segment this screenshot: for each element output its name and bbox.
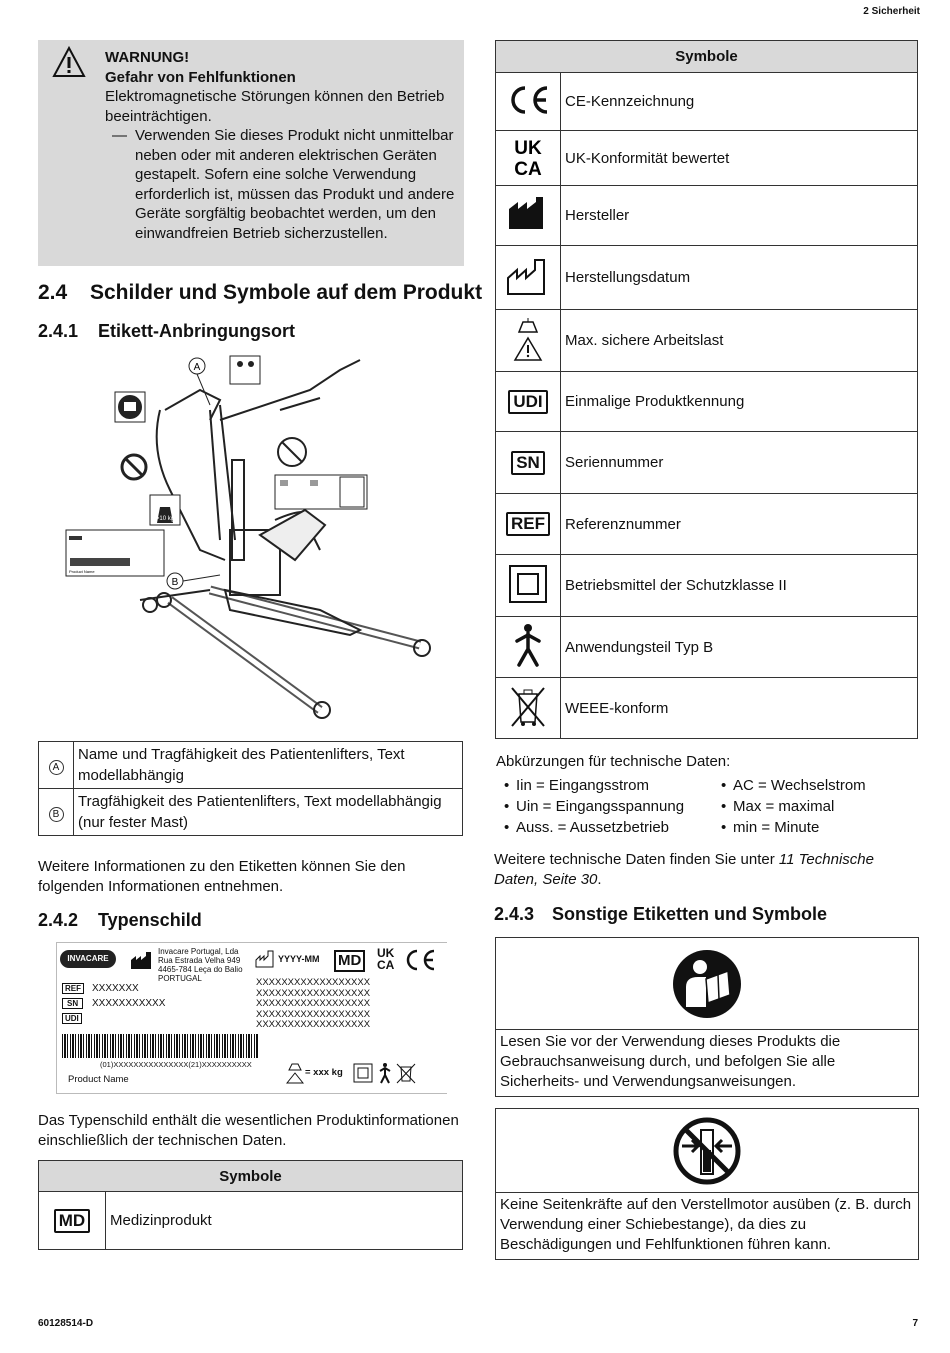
section-2-4-1-number: 2.4.1: [38, 321, 79, 341]
plate-ukca: [377, 947, 394, 971]
plate-manufacturer-icon: [130, 952, 152, 970]
plate-date: YYYY-MM: [278, 954, 320, 964]
callout-b: B: [171, 577, 179, 588]
udi-line: XXXXXXXXXXXXXXXXXX: [256, 987, 371, 999]
plate-ukca-top: UK: [377, 946, 395, 960]
plate-weee-icon: [396, 1062, 416, 1084]
udi-line: XXXXXXXXXXXXXXXXXX: [256, 977, 371, 988]
ukca-bottom: CA: [514, 159, 542, 178]
capacity-label-a-icon: [275, 475, 367, 509]
symbol-label: UK-Konformität bewertet: [561, 131, 918, 186]
section-2-4-number: 2.4: [38, 281, 68, 304]
tech-ref-prefix: Weitere technische Daten finden Sie unter: [494, 851, 779, 868]
plate-address: [158, 947, 243, 983]
ref-icon: REF: [506, 512, 550, 536]
abbreviation-item: • Max = maximal: [713, 796, 913, 817]
warning-title: WARNUNG!: [105, 49, 190, 66]
plate-udi-badge: UDI: [62, 1013, 82, 1024]
no-side-force-icon: [672, 1116, 742, 1186]
weight-sticker-icon: [150, 495, 180, 525]
patient-lift-illustration: [60, 350, 470, 725]
legend-text: Tragfähigkeit des Patientenlifters, Text modellabhängig (nur fester Mast): [74, 789, 463, 836]
warning-bullet: [105, 126, 455, 243]
legend-row: [39, 742, 463, 789]
legend-row: [39, 789, 463, 836]
no-side-force-sticker-icon: [278, 438, 306, 466]
prohibition-sticker-icon: [122, 455, 146, 479]
address-line: Rua Estrada Velha 949: [158, 956, 241, 965]
plate-ref-badge: REF: [62, 983, 84, 994]
symbol-row: [496, 131, 918, 186]
md-icon: MD: [54, 1209, 90, 1233]
symbol-row: [496, 432, 918, 494]
patient-sticker-icon: [230, 356, 260, 384]
symbol-row: [496, 678, 918, 739]
label-legend-table: [38, 741, 463, 836]
symbol-row: [496, 372, 918, 432]
section-2-4-1-heading: [38, 321, 295, 342]
sn-icon: SN: [511, 451, 545, 475]
udi-line: XXXXXXXXXXXXXXXXXX: [256, 998, 371, 1009]
md-label: Medizinprodukt: [106, 1192, 463, 1250]
manufacturer-icon: [507, 197, 549, 231]
address-line: PORTUGAL: [158, 974, 202, 983]
type-plate-sticker-icon: [66, 530, 164, 576]
sticker-product-name: Product Name: [69, 569, 95, 574]
plate-ce-icon: [404, 948, 436, 972]
section-2-4-title: Schilder und Symbole auf dem Produkt: [90, 281, 483, 304]
weight-tag: >10 kg: [155, 516, 175, 522]
weee-icon: [509, 684, 547, 728]
manufacture-date-icon: [506, 256, 550, 296]
ce-mark-icon: [506, 84, 550, 116]
plate-product-name: Product Name: [68, 1074, 129, 1085]
address-line: 4465-784 Leça do Balio: [158, 965, 243, 974]
udi-line: XXXXXXXXXXXXXXXXXX: [256, 1019, 371, 1030]
symbol-label: Anwendungsteil Typ B: [561, 617, 918, 678]
tech-ref-suffix: .: [597, 871, 602, 888]
section-2-4-2-number: 2.4.2: [38, 910, 79, 930]
abbreviation-item: • min = Minute: [713, 817, 913, 838]
plate-load: = xxx kg: [305, 1067, 343, 1078]
plate-udi-lines: [256, 978, 370, 1031]
type-plate-description: Das Typenschild enthält die wesentlichen Produktinformationen einschließlich der technischen Daten.: [38, 1112, 459, 1149]
brand-logo: INVACARE: [60, 950, 116, 968]
read-manual-text: Lesen Sie vor der Verwendung dieses Produkts die Gebrauchsanweisung durch, und befolgen Sie alle Sicherheits- und Verwendungsanweisungen.: [500, 1033, 841, 1090]
plate-ukca-bottom: CA: [377, 958, 395, 972]
plate-type-b-icon: [378, 1062, 392, 1084]
plate-sn-badge: SN: [62, 998, 83, 1009]
symbol-row: [496, 494, 918, 555]
legend-key: A: [49, 760, 64, 775]
no-side-force-label-box: [495, 1108, 919, 1260]
read-manual-icon: [672, 949, 742, 1019]
symbol-label: Max. sichere Arbeitslast: [561, 310, 918, 372]
symbol-row: [496, 310, 918, 372]
tech-data-reference: [494, 850, 914, 890]
symbol-label: Einmalige Produktkennung: [561, 372, 918, 432]
abbreviation-item: • Uin = Eingangsspannung: [496, 796, 716, 817]
symbol-label: Betriebsmittel der Schutzklasse II: [561, 555, 918, 617]
plate-sn-value: XXXXXXXXXXX: [92, 998, 166, 1009]
symbol-label: Referenznummer: [561, 494, 918, 555]
warning-bullet-text: Verwenden Sie dieses Produkt nicht unmittelbar neben oder mit anderen elektrischen Geräten gestapelt. Sofern eine solche Verwendung erforderlich ist, müssen das Produkt und andere Geräte sorgfältig beobachtet werden, um den einwandfreien Betrieb sicherzustellen.: [135, 127, 455, 242]
udi-icon: UDI: [508, 390, 547, 414]
md-row: [39, 1192, 463, 1250]
section-2-4-3-number: 2.4.3: [494, 904, 535, 924]
running-header: 2 Sicherheit: [863, 6, 920, 17]
symbol-label: CE-Kennzeichnung: [561, 73, 918, 131]
type-plate: [56, 942, 446, 1092]
section-2-4-3-heading: [494, 904, 827, 925]
warning-dash: —: [112, 127, 127, 144]
udi-line: XXXXXXXXXXXXXXXXXX: [256, 1008, 371, 1020]
section-2-4-2-heading: [38, 910, 202, 931]
plate-md-badge: MD: [334, 950, 365, 972]
safe-working-load-icon: [513, 316, 543, 362]
symbols-table: [495, 40, 918, 739]
symbol-row: [496, 555, 918, 617]
symbol-label: Hersteller: [561, 186, 918, 246]
page-number: 7: [912, 1318, 918, 1329]
plate-date-icon: [255, 950, 275, 968]
warning-box: [38, 40, 464, 266]
symbol-label: Seriennummer: [561, 432, 918, 494]
symbol-row: [496, 617, 918, 678]
abbreviation-item: • Auss. = Aussetzbetrieb: [496, 817, 716, 838]
address-line: Invacare Portugal, Lda: [158, 947, 239, 956]
tech-ref-link[interactable]: 11 Technische Daten, Seite 30: [494, 851, 874, 888]
read-manual-sticker-icon: [115, 392, 145, 422]
warning-text: Elektromagnetische Störungen können den Betrieb beeinträchtigen.: [105, 88, 445, 125]
no-side-force-text: Keine Seitenkräfte auf den Verstellmotor ausüben (z. B. durch Verwendung einer Schiebestange), da dies zu Beschädigungen und Fehlfunktionen führen kann.: [500, 1196, 912, 1253]
type-b-applied-part-icon: [513, 623, 543, 667]
plate-barcode: [62, 1034, 258, 1058]
plate-barcode-text: (01)XXXXXXXXXXXXXXX(21)XXXXXXXXXX: [100, 1060, 252, 1069]
legend-text: Name und Tragfähigkeit des Patientenlifters, Text modellabhängig: [74, 742, 463, 789]
ukca-top: UK: [514, 138, 542, 159]
section-2-4-3-title: Sonstige Etiketten und Symbole: [552, 904, 828, 924]
symbol-row: [496, 246, 918, 310]
abbreviations-right-list: [713, 775, 913, 838]
abbreviation-item: • Iin = Eingangsstrom: [496, 775, 716, 796]
doc-number: 60128514-D: [38, 1318, 94, 1329]
abbreviations-title: Abkürzungen für technische Daten:: [496, 753, 731, 770]
ukca-icon: [507, 134, 549, 178]
symbol-row: [496, 186, 918, 246]
class-ii-icon: [508, 564, 548, 604]
labels-info-text: Weitere Informationen zu den Etiketten können Sie den folgenden Informationen entnehmen.: [38, 858, 406, 895]
plate-ref-value: XXXXXXX: [92, 983, 139, 994]
symbol-label: Herstellungsdatum: [561, 246, 918, 310]
abbreviation-item: • AC = Wechselstrom: [713, 775, 913, 796]
read-manual-label-box: [495, 937, 919, 1097]
symbol-label: WEEE-konform: [561, 678, 918, 739]
md-table-header: Symbole: [39, 1161, 463, 1192]
md-symbols-table: [38, 1160, 463, 1250]
warning-subtitle: Gefahr von Fehlfunktionen: [105, 68, 296, 86]
plate-load-icon: [286, 1062, 304, 1084]
warning-triangle-icon: [52, 46, 86, 78]
section-2-4-heading: [38, 281, 482, 305]
plate-class-ii-icon: [353, 1063, 373, 1083]
section-2-4-2-title: Typenschild: [98, 910, 202, 930]
callout-a: A: [193, 362, 201, 373]
symbols-table-header: Symbole: [496, 41, 918, 73]
legend-key: B: [49, 807, 64, 822]
symbol-row: [496, 73, 918, 131]
section-2-4-1-title: Etikett-Anbringungsort: [98, 321, 295, 341]
abbreviations-left-list: [496, 775, 716, 838]
